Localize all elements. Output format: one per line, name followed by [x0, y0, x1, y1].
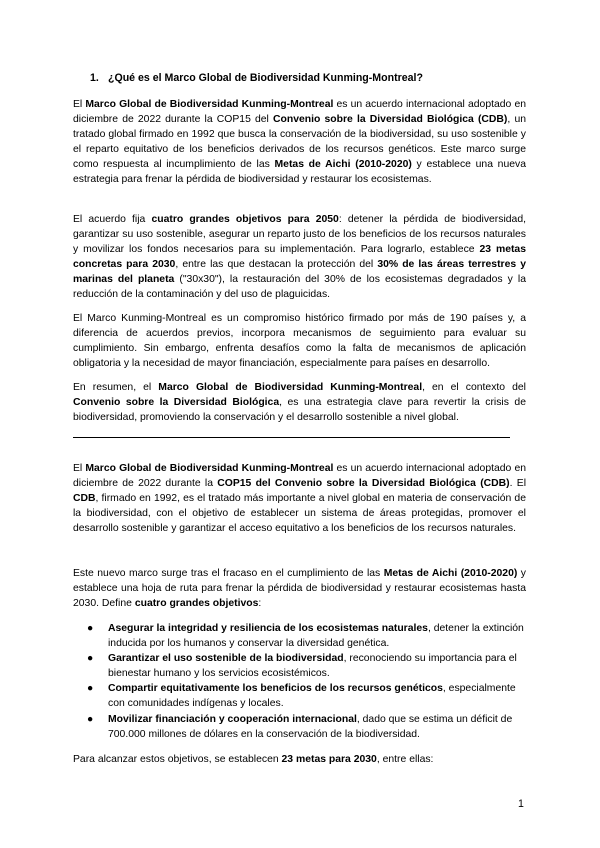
- p4-bold-2: Convenio sobre la Diversidad Biológica: [73, 397, 280, 409]
- p1-text-3: , un tratado global firmado en 1992 que busca la conservación de la biodiversidad, su uso sostenible y el reparto equitativo de los beneficios derivados de los recursos genéticos. Este marco surge como respuesta al incumplimiento de las: [73, 114, 526, 171]
- p2-bold-1: cuatro grandes objetivos para 2050: [151, 214, 339, 225]
- p5-text-2: es un acuerdo internacional adoptado en diciembre de 2022 durante la: [73, 463, 526, 490]
- list-item: [73, 621, 526, 651]
- bullet-text: , dado que se estima un déficit de 700.000 millones de dólares en la conservación de la biodiversidad.: [108, 713, 513, 740]
- p4-text-2: , en el contexto del: [422, 382, 526, 393]
- bullet-bold: Movilizar financiación y cooperación internacional: [108, 713, 357, 725]
- bullet-icon: ●: [87, 713, 94, 725]
- p7-bold-1: 23 metas para 2030: [281, 754, 377, 765]
- p5-text-4: , firmado en 1992, es el tratado más importante a nivel global en materia de conservación de la biodiversidad, con el objetivo de establecer un sistema de áreas protegidas, promover el desarrollo sostenible y garantizar el acceso equitativo a los beneficios de los recursos naturales.: [73, 493, 526, 535]
- p1-bold-2: Convenio sobre la Diversidad Biológica (CDB): [273, 114, 508, 126]
- heading-title: ¿Qué es el Marco Global de Biodiversidad Kunming-Montreal?: [108, 72, 423, 84]
- bullet-icon: ●: [87, 683, 94, 695]
- p4-text-3: , es una estrategia clave para revertir la crisis de biodiversidad, promoviendo la conservación y el desarrollo sostenible a nivel global.: [73, 397, 526, 424]
- bullet-icon: ●: [87, 653, 94, 665]
- p1-text-4: y establece una nueva estrategia para frenar la pérdida de biodiversidad y restaurar los ecosistemas.: [73, 159, 526, 186]
- objectives-list: [73, 621, 526, 742]
- p5-text-3: . El: [509, 478, 527, 490]
- p2-text-4: ("30x30"), la restauración del 30% de los ecosistemas degradados y la reducción de la contaminación y del uso de plaguicidas.: [73, 274, 526, 301]
- p5-bold-2: COP15 del Convenio sobre la Diversidad Biológica (CDB): [217, 478, 510, 490]
- p1-bold-1: Marco Global de Biodiversidad Kunming-Montreal: [85, 99, 334, 110]
- bullet-text: , especialmente con comunidades indígenas y locales.: [108, 683, 516, 710]
- p6-text-3: :: [258, 598, 262, 610]
- bullet-text: , detener la extinción inducida por los humanos y conservar la diversidad genética.: [108, 623, 524, 650]
- page-number: 1: [518, 798, 524, 810]
- p1-text-1: El: [73, 99, 86, 110]
- p6-text-2: y establece una hoja de ruta para frenar la pérdida de biodiversidad y restaurar ecosistemas hasta 2030. Define: [73, 568, 526, 610]
- p1-bold-3: Metas de Aichi (2010-2020): [274, 159, 412, 171]
- paragraph-1: [73, 97, 526, 188]
- p4-text-1: En resumen, el: [73, 382, 159, 393]
- p2-bold-2: 23 metas concretas para 2030: [73, 244, 526, 271]
- list-item: [73, 651, 526, 681]
- bullet-bold: Asegurar la integridad y resiliencia de los ecosistemas naturales: [108, 623, 428, 634]
- heading-number: 1.: [90, 72, 99, 84]
- paragraph-2: [73, 212, 526, 303]
- paragraph-3: [73, 311, 526, 371]
- paragraph-6: [73, 566, 526, 611]
- p2-text-3: , entre las que destacan la protección del: [175, 259, 378, 271]
- section-heading: [90, 72, 423, 84]
- p2-text-2: : detener la pérdida de biodiversidad, garantizar su uso sostenible, asegurar un reparto justo de los beneficios de los recursos naturales y movilizar los fondos necesarios para su implementación. Para lograrlo, establece: [73, 214, 526, 256]
- p5-bold-1: Marco Global de Biodiversidad Kunming-Montreal: [85, 463, 334, 474]
- p4-bold-1: Marco Global de Biodiversidad Kunming-Montreal: [158, 382, 423, 393]
- p6-text-1: Este nuevo marco surge tras el fracaso en el cumplimiento de las: [73, 568, 384, 579]
- p5-text-1: El: [73, 463, 86, 474]
- p5-bold-3: CDB: [73, 493, 96, 505]
- p6-bold-1: Metas de Aichi (2010-2020): [383, 568, 518, 579]
- bullet-text: , reconociendo su importancia para el bienestar humano y los servicios ecosistémicos.: [108, 653, 517, 680]
- p2-text-1: El acuerdo fija: [73, 214, 152, 225]
- paragraph-4: [73, 380, 526, 425]
- list-item: [73, 712, 526, 742]
- p2-bold-3: 30% de las áreas terrestres y marinas del planeta: [73, 259, 527, 286]
- paragraph-7: [73, 752, 526, 767]
- p7-text-2: , entre ellas:: [376, 754, 434, 765]
- p6-bold-2: cuatro grandes objetivos: [134, 598, 259, 610]
- p3-text: El Marco Kunming-Montreal es un compromiso histórico firmado por más de 190 países y, a diferencia de acuerdos previos, incorpora mecanismos de seguimiento para evaluar su cumplimiento. Sin embargo, enfrenta desafíos como la falta de mecanismos de aplicación obligatoria y la necesidad de mayor financiación, especialmente para países en desarrollo.: [73, 313, 526, 370]
- p1-text-2: es un acuerdo internacional adoptado en diciembre de 2022 durante la COP15 del: [73, 99, 526, 126]
- paragraph-5: [73, 461, 526, 536]
- p7-text-1: Para alcanzar estos objetivos, se establecen: [73, 754, 282, 765]
- list-item: [73, 681, 526, 711]
- horizontal-divider: [73, 437, 510, 438]
- bullet-icon: ●: [87, 623, 94, 634]
- bullet-bold: Compartir equitativamente los beneficios de los recursos genéticos: [108, 683, 443, 695]
- bullet-bold: Garantizar el uso sostenible de la biodiversidad: [108, 653, 344, 665]
